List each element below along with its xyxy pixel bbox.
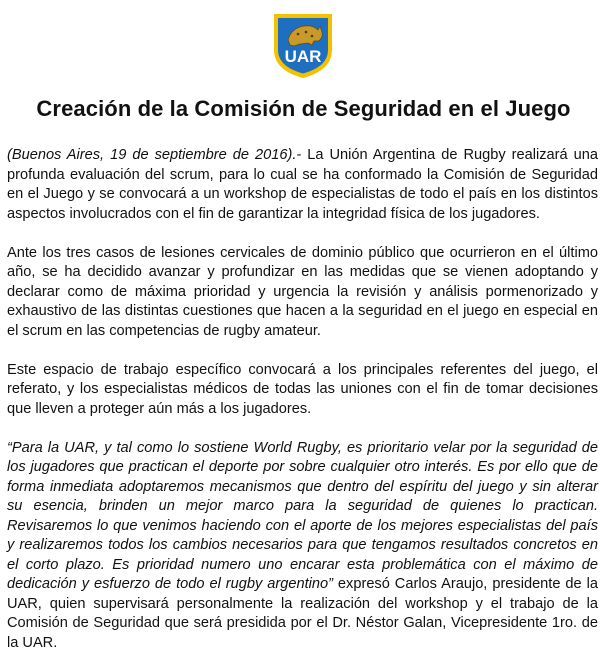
- paragraph-1: [7, 146, 598, 224]
- page-title: Creación de la Comisión de Seguridad en el Juego: [0, 96, 607, 122]
- paragraph-3: Este espacio de trabajo específico convocará a los principales referentes del juego, el referato, y los especialistas médicos de todas las uniones con el fin de tomar decisiones que lleven a proteger aún más a los jugadores.: [7, 361, 598, 420]
- paragraph-1-text: La Unión Argentina de Rugby realizará una profunda evaluación del scrum, para lo cual se ha conformado la Comisión de Seguridad en el Juego y se convocará a un workshop de especialistas de todo el país en los distintos aspectos involucrados con el fin de garantizar la integridad física de los jugadores.: [7, 147, 598, 222]
- dateline: (Buenos Aires, 19 de septiembre de 2016).-: [7, 147, 301, 163]
- uar-shield-icon: [270, 10, 336, 80]
- paragraph-4-text: expresó Carlos Araujo, presidente de la UAR, quien supervisará personalmente la realización del workshop y el trabajo de la Comisión de Seguridad que será presidida por el Dr. Néstor Galan, Vicepresidente 1ro. de la UAR.: [7, 576, 598, 651]
- paragraph-2: Ante los tres casos de lesiones cervicales de dominio público que ocurrieron en el último año, se ha decidido avanzar y profundizar en las medidas que se vienen adoptando y declarar como de máxima prioridad y urgencia la revisión y análisis pormenorizado y exhaustivo de las distintas cuestiones que hacen a la seguridad en el juego en especial en el scrum en las competencias de rugby amateur.: [7, 244, 598, 342]
- paragraph-4: [7, 439, 598, 653]
- article-body: [7, 146, 598, 653]
- quote: “Para la UAR, y tal como lo sostiene World Rugby, es prioritario velar por la seguridad de los jugadores que practican el deporte por sobre cualquier otro interés. Es por ello que de forma inmediata adoptaremos mecanismos que dentro del espíritu del juego y sin alterar su esencia, brinden un mejor marco para la seguridad de quienes lo practican. Revisaremos lo que venimos haciendo con el aporte de los mejores especialistas del país y realizaremos todos los cambios necesarios para que tengamos resultados concretos en el corto plazo. Es prioridad numero uno encarar esta problemática con el máximo de dedicación y esfuerzo de todo el rugby argentino”: [7, 440, 598, 593]
- uar-logo: [270, 10, 336, 80]
- logo-text: UAR: [285, 47, 322, 66]
